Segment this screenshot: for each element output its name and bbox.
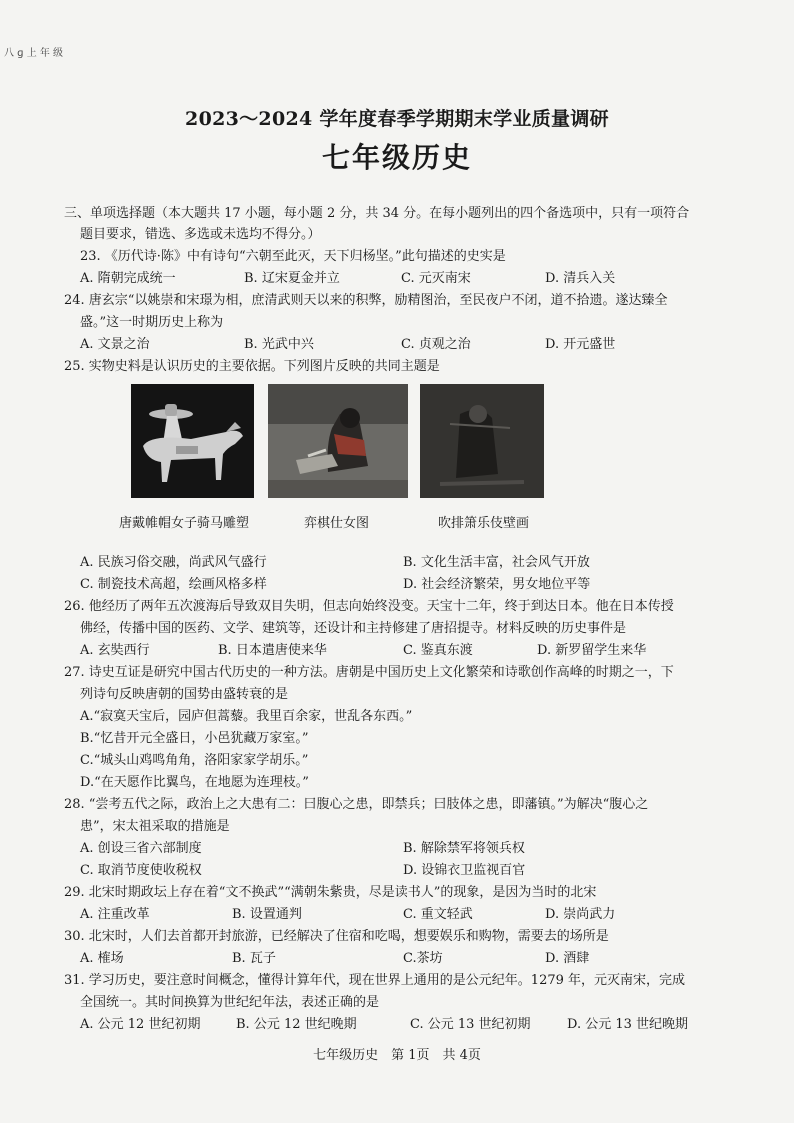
q29-option-d: D. 崇尚武力: [545, 907, 616, 922]
q24-option-c: C. 贞观之治: [401, 337, 471, 352]
page-footer: 七年级历史 第 1页 共 4页: [313, 1048, 481, 1063]
q25-option-c: C. 制瓷技术高超，绘画风格多样: [80, 577, 267, 592]
q28-option-b: B. 解除禁军将领兵权: [403, 841, 525, 856]
section-instructions-cont: 题目要求，错选、多选或未选均不得分。）: [80, 227, 321, 242]
q30-option-b: B. 瓦子: [232, 951, 276, 966]
q28-option-d: D. 设锦衣卫监视百官: [403, 863, 526, 878]
q30-option-a: A. 榷场: [80, 951, 124, 966]
q24-option-d: D. 开元盛世: [545, 337, 616, 352]
q28-stem-cont: 患”，宋太祖采取的措施是: [80, 819, 230, 834]
corner-mark: 八 ɡ 上 年 级: [4, 48, 64, 59]
q24-stem: 24. 唐玄宗“以姚崇和宋璟为相，庶清武则天以来的积弊，励精图治，至民夜户不闭，道不拾遗。遂达臻全: [64, 293, 668, 308]
q26-option-c: C. 鉴真东渡: [403, 643, 473, 658]
q31-option-d: D. 公元 13 世纪晚期: [567, 1017, 689, 1032]
q25-option-a: A. 民族习俗交融，尚武风气盛行: [80, 555, 267, 570]
caption-horse-rider: 唐戴帷帽女子骑马雕塑: [119, 516, 250, 531]
q24-option-a: A. 文景之治: [80, 337, 150, 352]
caption-paixiao-mural: 吹排箫乐伎壁画: [438, 516, 530, 531]
q27-option-a: A.“寂寞天宝后，园庐但蒿藜。我里百余家，世乱各东西。”: [80, 709, 413, 724]
q27-stem-cont: 列诗句反映唐朝的国势由盛转衰的是: [80, 687, 289, 702]
q26-stem: 26. 他经历了两年五次渡海后导致双目失明，但志向始终没变。天宝十二年，终于到达日本。他在日本传授: [64, 599, 674, 614]
exam-title: 2023～2024 学年度春季学期期末学业质量调研: [185, 108, 609, 130]
q23-option-a: A. 隋朝完成统一: [80, 271, 176, 286]
q23-option-d: D. 清兵入关: [545, 271, 616, 286]
q24-stem-cont: 盛。”这一时期历史上称为: [80, 315, 224, 330]
photo-horse-rider-sculpture: [131, 384, 254, 498]
q23-option-c: C. 元灭南宋: [401, 271, 471, 286]
q31-stem-cont: 全国统一。其时间换算为世纪纪年法，表述正确的是: [80, 995, 380, 1010]
q26-option-a: A. 玄奘西行: [80, 643, 150, 658]
q25-stem: 25. 实物史料是认识历史的主要依据。下列图片反映的共同主题是: [64, 359, 440, 374]
q29-option-c: C. 重文轻武: [403, 907, 473, 922]
q29-stem: 29. 北宋时期政坛上存在着“文不换武”“满朝朱紫贵，尽是读书人”的现象，是因为当时的北宋: [64, 885, 597, 900]
q31-stem: 31. 学习历史，要注意时间概念，懂得计算年代，现在世界上通用的是公元纪年。1279 年，元灭南宋，完成: [64, 973, 686, 988]
q29-option-a: A. 注重改革: [80, 907, 150, 922]
q28-stem: 28. “尝考五代之际，政治上之大患有二：曰腹心之患，即禁兵；曰肢体之患，即藩镇。”为解决“腹心之: [64, 797, 649, 812]
q27-stem: 27. 诗史互证是研究中国古代历史的一种方法。唐朝是中国历史上文化繁荣和诗歌创作高峰的时期之一，下: [64, 665, 674, 680]
q29-option-b: B. 设置通判: [232, 907, 302, 922]
q31-option-b: B. 公元 12 世纪晚期: [236, 1017, 357, 1032]
caption-weiqi-lady: 弈棋仕女图: [304, 516, 370, 531]
q28-option-a: A. 创设三省六部制度: [80, 841, 202, 856]
q27-option-c: C.“城头山鸡鸣角角，洛阳家家学胡乐。”: [80, 753, 309, 768]
q27-option-b: B.“忆昔开元全盛日，小邑犹藏万家室。”: [80, 731, 309, 746]
section-instructions: 三、单项选择题（本大题共 17 小题，每小题 2 分，共 34 分。在每小题列出的四个备选项中，只有一项符合: [64, 206, 690, 221]
q28-option-c: C. 取消节度使收税权: [80, 863, 202, 878]
q30-option-d: D. 酒肆: [545, 951, 590, 966]
q23-stem: 23. 《历代诗·陈》中有诗句“六朝至此灭，天下归杨坚。”此句描述的史实是: [80, 249, 506, 264]
q27-option-d: D.“在天愿作比翼鸟，在地愿为连理枝。”: [80, 775, 309, 790]
q23-option-b: B. 辽宋夏金并立: [244, 271, 340, 286]
photo-paixiao-mural: [420, 384, 544, 498]
q31-option-c: C. 公元 13 世纪初期: [410, 1017, 531, 1032]
q30-option-c: C.茶坊: [403, 951, 443, 966]
q31-option-a: A. 公元 12 世纪初期: [80, 1017, 201, 1032]
q24-option-b: B. 光武中兴: [244, 337, 314, 352]
q25-option-d: D. 社会经济繁荣，男女地位平等: [403, 577, 591, 592]
subject-title: 七年级历史: [321, 141, 472, 174]
q26-option-d: D. 新罗留学生来华: [537, 643, 647, 658]
q30-stem: 30. 北宋时，人们去首都开封旅游，已经解决了住宿和吃喝，想要娱乐和购物，需要去的场所是: [64, 929, 609, 944]
q25-option-b: B. 文化生活丰富，社会风气开放: [403, 555, 590, 570]
q26-option-b: B. 日本遣唐使来华: [218, 643, 327, 658]
q26-stem-cont: 佛经，传播中国的医药、文学、建筑等，还设计和主持修建了唐招提寺。材料反映的历史事件是: [80, 621, 627, 636]
photo-weiqi-lady-painting: [268, 384, 408, 498]
